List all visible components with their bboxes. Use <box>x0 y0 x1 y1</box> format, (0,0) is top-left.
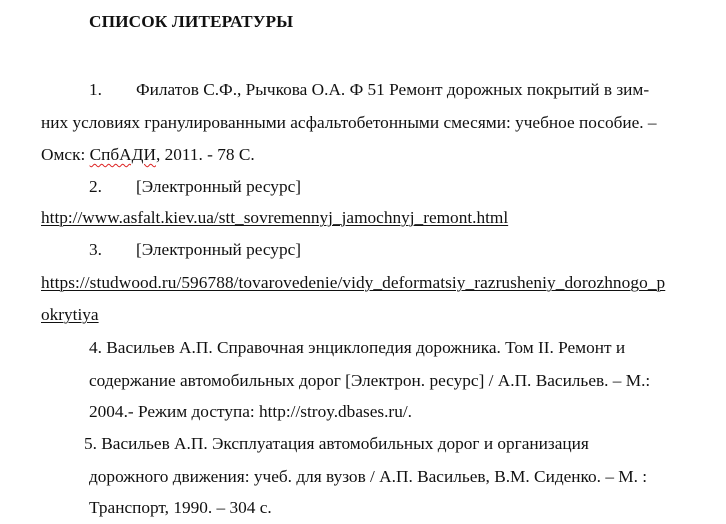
entry-5-line-3: Транспорт, 1990. – 304 с. <box>89 498 272 517</box>
entry-5-line-1: 5. Васильев А.П. Эксплуатация автомобильных дорог и организация <box>84 434 589 453</box>
entry-2-line-1: [Электронный ресурс] <box>136 177 302 196</box>
entry-1-line-2: них условиях гранулированными асфальтобетонными смесями: учебное пособие. – <box>41 113 657 132</box>
entry-1-line-3 <box>41 143 255 167</box>
entry-2-url-link[interactable]: http://www.asfalt.kiev.ua/stt_sovremennyj_jamochnyj_remont.html <box>41 208 509 227</box>
entry-3-line-1: [Электронный ресурс] <box>136 240 302 259</box>
entry-3-url-link-part-2[interactable]: okrytiya <box>41 305 99 324</box>
entry-3-url-link-part-1[interactable]: https://studwood.ru/596788/tovarovedenie/vidy_deformatsiy_razrusheniy_dorozhnogo_p <box>41 273 666 292</box>
entry-3-number: 3. <box>89 240 102 259</box>
entry-2-number: 2. <box>89 177 102 196</box>
spellcheck-marked-word: СпбАДИ <box>89 145 156 164</box>
entry-1-line-3-post: , 2011. - 78 С. <box>155 145 255 164</box>
entry-4-line-3: 2004.- Режим доступа: http://stroy.dbases.ru/. <box>89 402 412 421</box>
entry-4-line-1: 4. Васильев А.П. Справочная энциклопедия дорожника. Том II. Ремонт и <box>89 338 626 357</box>
entry-1-line-3-pre: Омск: <box>41 145 90 164</box>
entry-5-line-2: дорожного движения: учеб. для вузов / А.П. Васильев, В.М. Сиденко. – М. : <box>89 467 648 486</box>
entry-1-number: 1. <box>89 80 102 99</box>
page-title: СПИСОК ЛИТЕРАТУРЫ <box>89 12 294 31</box>
entry-1-line-1: Филатов С.Ф., Рычкова О.А. Ф 51 Ремонт дорожных покрытий в зим- <box>136 80 650 99</box>
entry-4-line-2: содержание автомобильных дорог [Электрон. ресурс] / А.П. Васильев. – М.: <box>89 371 651 390</box>
